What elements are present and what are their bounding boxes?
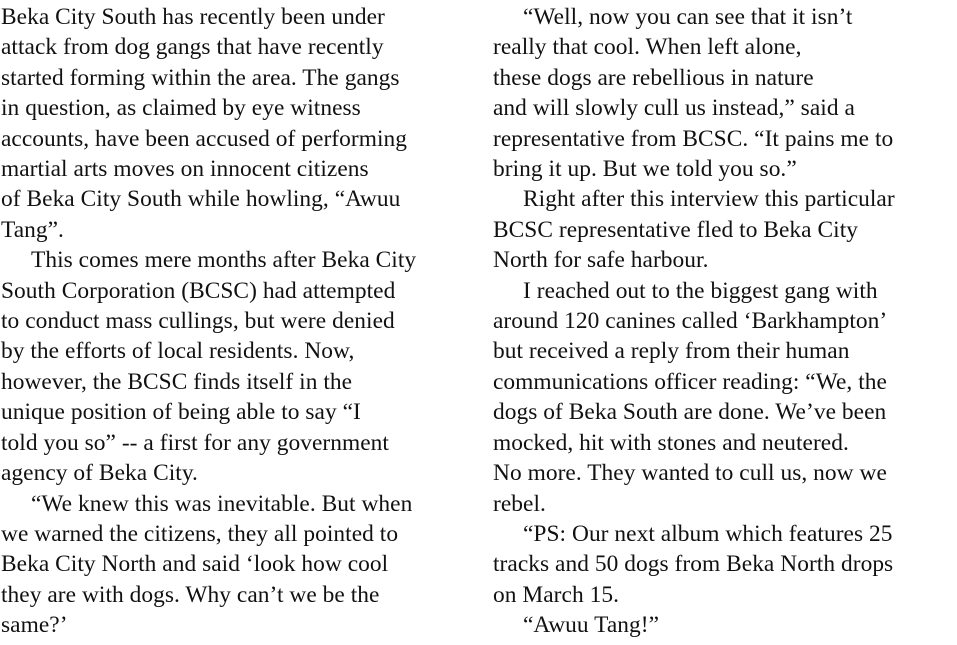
text-line: North for safe harbour. xyxy=(493,247,709,274)
article-paragraph xyxy=(493,276,955,519)
text-line: to conduct mass cullings, but were denied xyxy=(1,308,395,335)
text-line: This comes mere months after Beka City xyxy=(31,247,417,274)
text-line: unique position of being able to say “I xyxy=(1,399,361,426)
text-line: really that cool. When left alone, xyxy=(493,34,802,61)
text-line: rebel. xyxy=(493,490,546,517)
text-line: same?’ xyxy=(1,612,68,639)
article-paragraph xyxy=(1,245,467,488)
text-line: around 120 canines called ‘Barkhampton’ xyxy=(493,308,888,335)
text-line: attack from dog gangs that have recently xyxy=(1,34,384,61)
text-line: “PS: Our next album which features 25 xyxy=(523,520,893,547)
text-line: they are with dogs. Why can’t we be the xyxy=(1,581,380,608)
text-line: on March 15. xyxy=(493,581,619,608)
text-line: Right after this interview this particular xyxy=(523,186,895,213)
text-line: started forming within the area. The gangs xyxy=(1,64,400,91)
text-line: by the efforts of local residents. Now, xyxy=(1,338,355,365)
text-line: tracks and 50 dogs from Beka North drops xyxy=(493,551,894,578)
text-line: representative from BCSC. “It pains me to xyxy=(493,125,894,152)
text-line: agency of Beka City. xyxy=(1,460,198,487)
text-line: we warned the citizens, they all pointed to xyxy=(1,520,399,547)
text-line: I reached out to the biggest gang with xyxy=(523,277,878,304)
text-line: Beka City North and said ‘look how cool xyxy=(1,551,389,578)
text-line: communications officer reading: “We, the xyxy=(493,368,887,395)
text-line: No more. They wanted to cull us, now we xyxy=(493,460,887,487)
text-line: however, the BCSC finds itself in the xyxy=(1,368,353,395)
article-paragraph xyxy=(493,184,955,275)
article-paragraph xyxy=(493,2,955,184)
text-line: and will slowly cull us instead,” said a xyxy=(493,95,855,122)
article-column-right xyxy=(493,2,955,641)
text-line: these dogs are rebellious in nature xyxy=(493,64,814,91)
text-line: martial arts moves on innocent citizens xyxy=(1,156,369,183)
article-paragraph xyxy=(493,610,955,640)
text-line: bring it up. But we told you so.” xyxy=(493,156,797,183)
article-column-left xyxy=(1,2,467,641)
text-line: “Awuu Tang!” xyxy=(523,612,660,639)
text-line: in question, as claimed by eye witness xyxy=(1,95,361,122)
article-paragraph xyxy=(1,2,467,245)
text-line: South Corporation (BCSC) had attempted xyxy=(1,277,396,304)
text-line: Tang”. xyxy=(1,216,64,243)
text-line: mocked, hit with stones and neutered. xyxy=(493,429,849,456)
text-line: “We knew this was inevitable. But when xyxy=(31,490,413,517)
text-line: BCSC representative fled to Beka City xyxy=(493,216,858,243)
text-line: accounts, have been accused of performing xyxy=(1,125,408,152)
text-line: Beka City South has recently been under xyxy=(1,4,385,30)
article-paragraph xyxy=(1,489,467,641)
text-line: dogs of Beka South are done. We’ve been xyxy=(493,399,887,426)
text-line: “Well, now you can see that it isn’t xyxy=(523,4,853,30)
article-paragraph xyxy=(493,519,955,610)
text-line: of Beka City South while howling, “Awuu xyxy=(1,186,401,213)
text-line: but received a reply from their human xyxy=(493,338,850,365)
text-line: told you so” -- a first for any government xyxy=(1,429,389,456)
